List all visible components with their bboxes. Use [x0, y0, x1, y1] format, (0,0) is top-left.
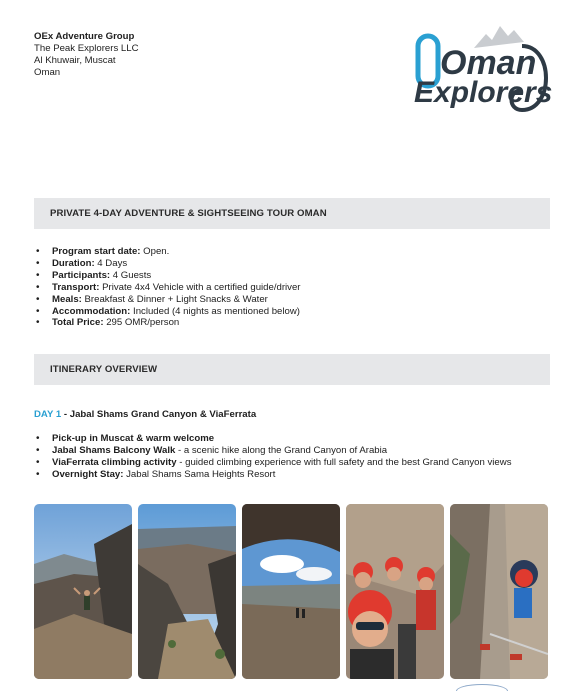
list-item: [34, 258, 301, 270]
logo-text-oman: Oman: [440, 44, 537, 82]
address-line-2: Al Khuwair, Muscat: [34, 55, 116, 66]
photo-balcony-walk: [242, 504, 340, 679]
photo-canyon-hiker: [34, 504, 132, 679]
list-item: [34, 246, 301, 258]
fact-label: Accommodation:: [52, 305, 131, 317]
fact-value: 295 OMR/person: [103, 317, 180, 329]
list-item: [34, 306, 301, 318]
activity-label: Pick-up in Muscat & warm welcome: [52, 433, 215, 444]
list-item: [34, 433, 512, 445]
itinerary-title-bar: [34, 354, 550, 385]
activity-detail: - guided climbing experience with full safety and the best Grand Canyon views: [176, 456, 512, 468]
list-item: [34, 282, 301, 294]
oman-explorers-logo: [404, 20, 554, 120]
activity-detail: Jabal Shams Sama Heights Resort: [123, 468, 276, 480]
fact-value: Included (4 nights as mentioned below): [130, 305, 300, 317]
day-title: - Jabal Shams Grand Canyon & ViaFerrata: [61, 409, 257, 420]
fact-value: Open.: [140, 246, 170, 257]
list-item: [34, 445, 512, 457]
list-item: [34, 317, 301, 329]
list-item: [34, 469, 512, 481]
fact-label: Transport:: [52, 281, 100, 293]
day-1-heading: [34, 409, 256, 420]
logo-text-explorers: Explorers: [414, 76, 553, 109]
itinerary-title: ITINERARY OVERVIEW: [50, 364, 158, 375]
tour-title-bar: [34, 198, 550, 229]
fact-label: Duration:: [52, 257, 95, 269]
day-number: DAY 1: [34, 409, 62, 420]
list-item: [34, 294, 301, 306]
badge-seal: [456, 684, 508, 691]
fact-label: Participants:: [52, 269, 111, 281]
day-1-activities: [34, 433, 512, 481]
company-name: OEx Adventure Group: [34, 31, 135, 42]
fact-value: 4 Guests: [110, 269, 152, 281]
activity-detail: - a scenic hike along the Grand Canyon of Arabia: [175, 444, 388, 456]
photo-climber-rockface: [450, 504, 548, 679]
address-line-1: The Peak Explorers LLC: [34, 43, 139, 54]
tour-facts-list: [34, 246, 301, 329]
fact-value: Private 4x4 Vehicle with a certified guide/driver: [99, 281, 301, 293]
list-item: [34, 457, 512, 469]
activity-label: ViaFerrata climbing activity: [52, 456, 177, 468]
fact-value: 4 Days: [94, 257, 128, 269]
fact-label: Total Price:: [52, 317, 104, 329]
address-line-3: Oman: [34, 67, 61, 78]
list-item: [34, 270, 301, 282]
fact-value: Breakfast & Dinner + Light Snacks & Water: [81, 293, 268, 305]
company-address: [34, 31, 139, 79]
activity-label: Overnight Stay:: [52, 468, 124, 480]
tour-title: PRIVATE 4-DAY ADVENTURE & SIGHTSEEING TOUR OMAN: [50, 208, 327, 219]
fact-label: Program start date:: [52, 246, 141, 257]
photo-viaferrata-group: [346, 504, 444, 679]
fact-label: Meals:: [52, 293, 82, 305]
photo-canyon-view: [138, 504, 236, 679]
activity-label: Jabal Shams Balcony Walk: [52, 444, 176, 456]
